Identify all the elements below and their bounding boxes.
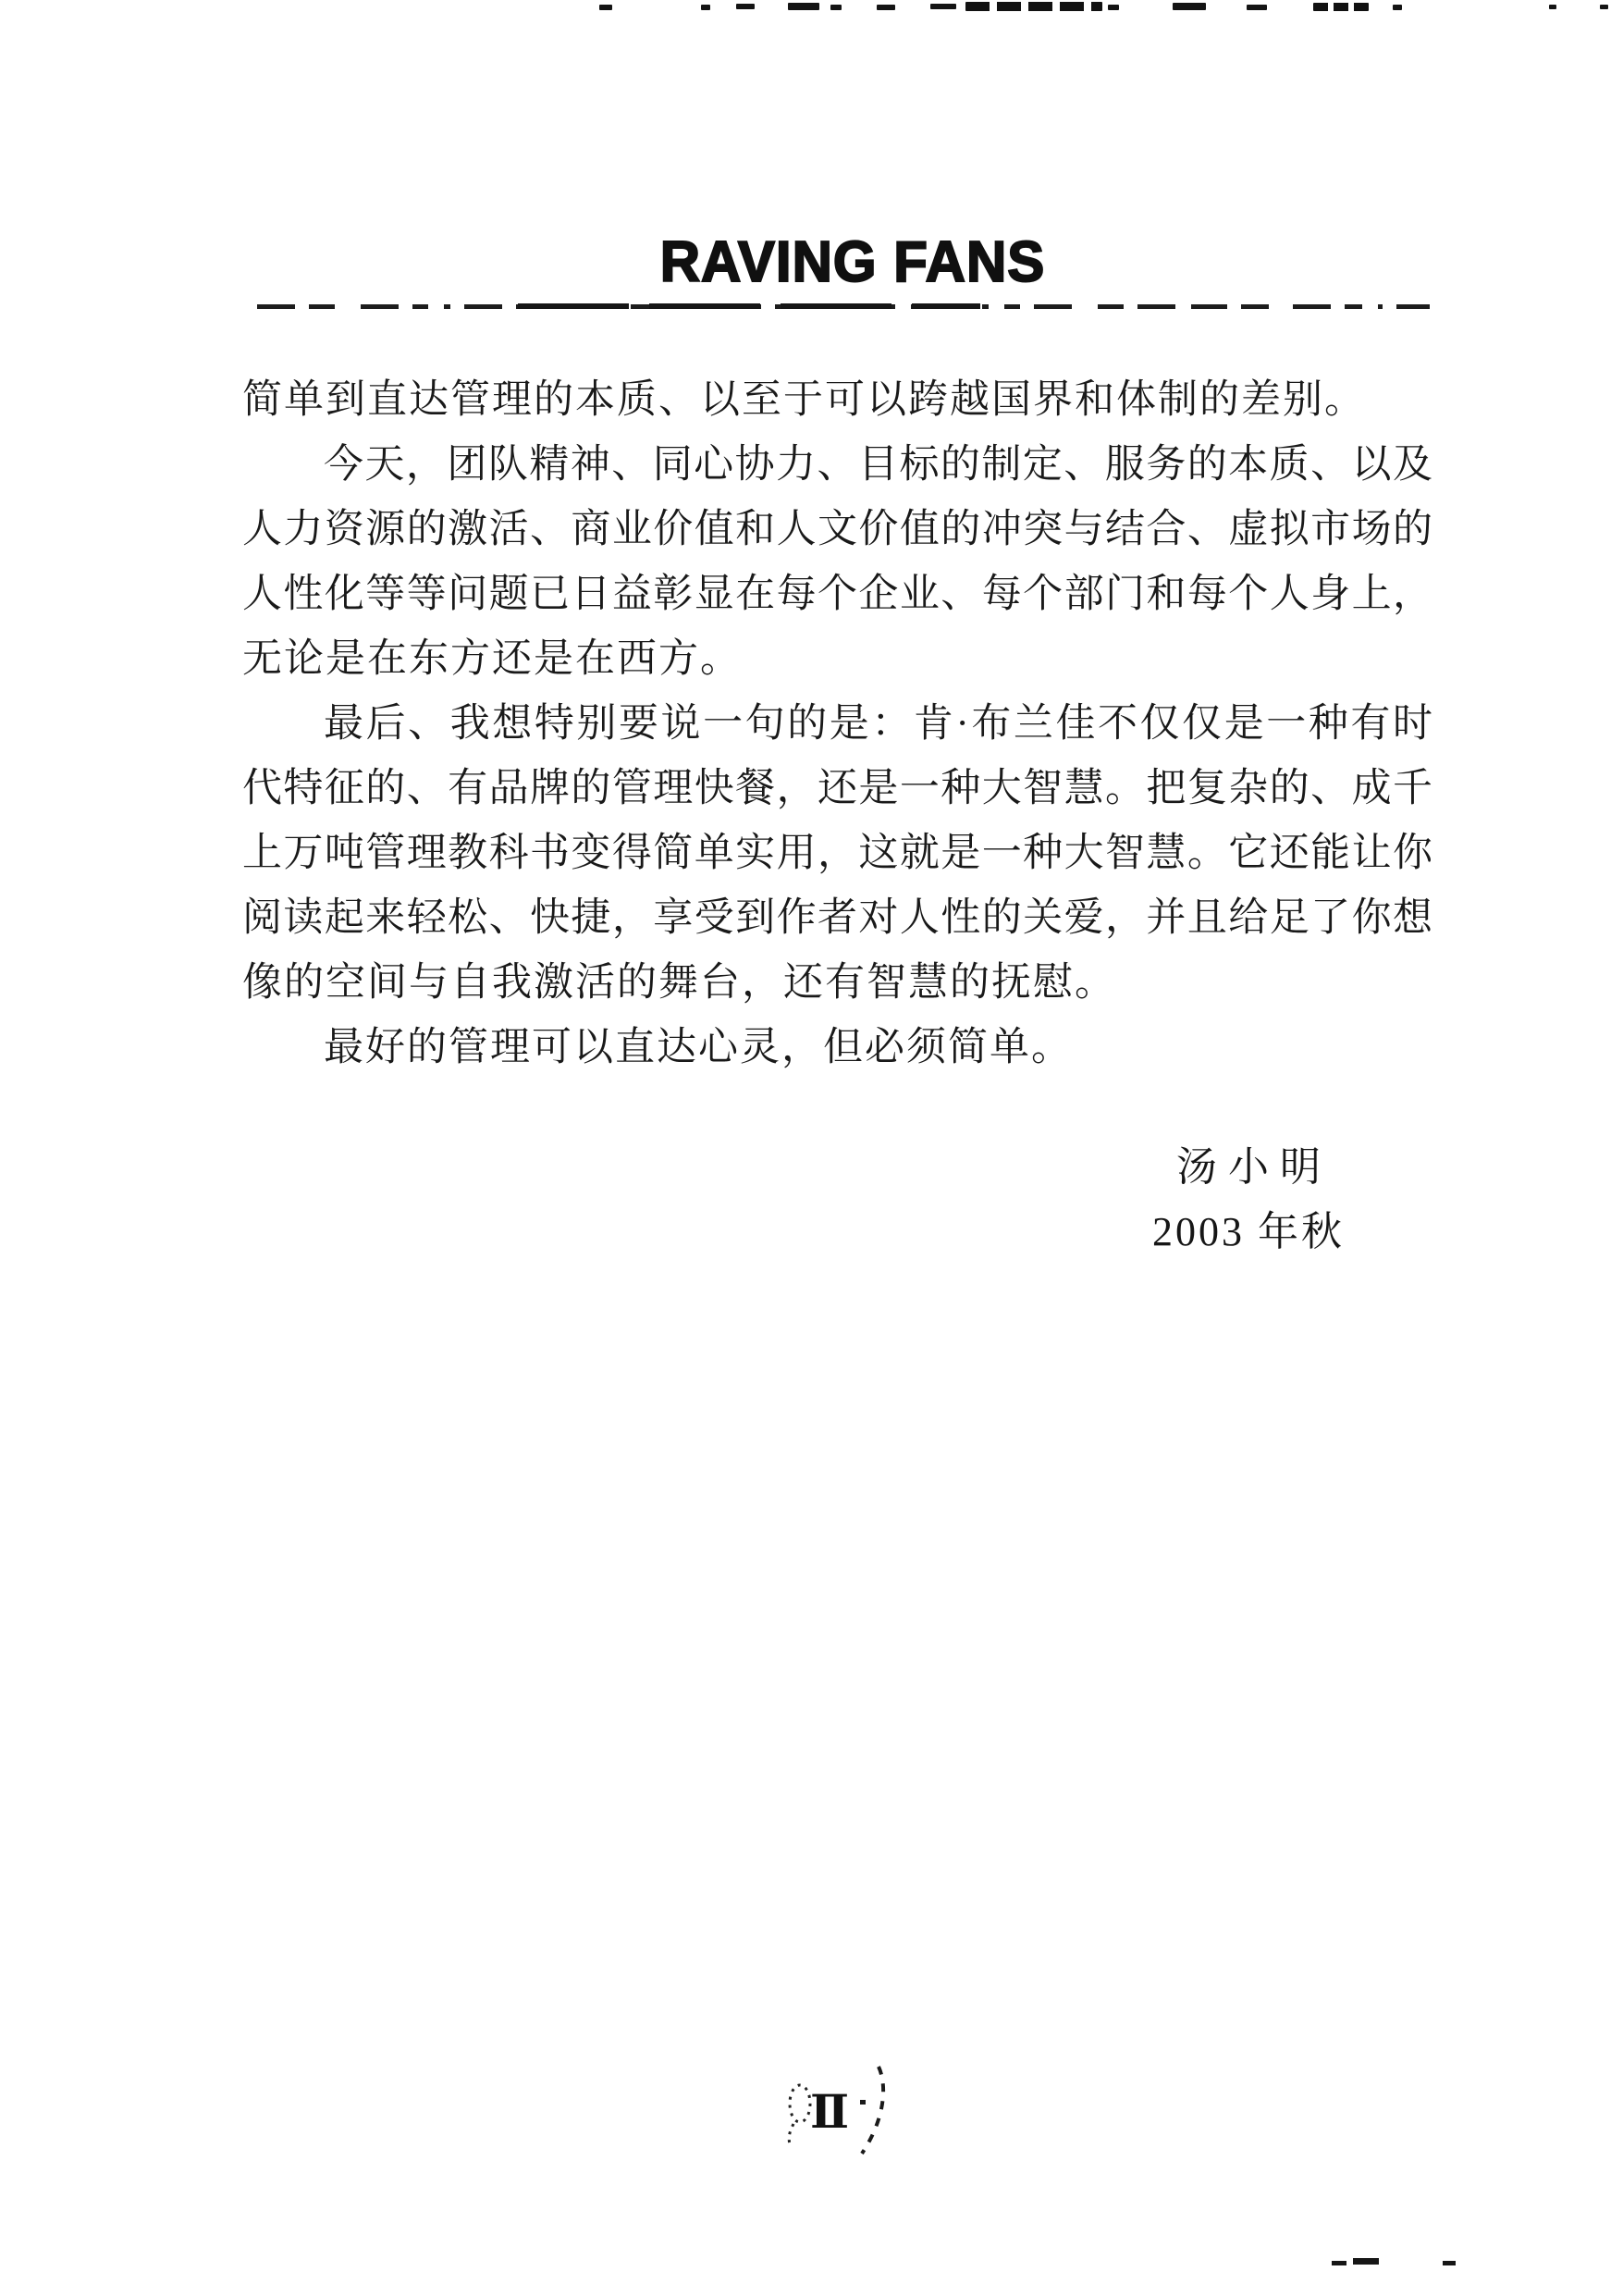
signature-block [1147,1135,1350,1265]
text-line: 代特征的、有品牌的管理快餐，还是一种大智慧。把复杂的、成千 [242,767,1433,810]
text-line: 简单到直达管理的本质、以至于可以跨越国界和体制的差别。 [242,378,1366,422]
preface-body-text [242,368,1433,1080]
text-line: 最好的管理可以直达心灵，但必须简单。 [324,1026,1073,1069]
text-line: 今天，团队精神、同心协力、目标的制定、服务的本质、以及 [324,443,1433,487]
text-line: 阅读起来轻松、快捷，享受到作者对人性的关爱，并且给足了你想 [242,896,1433,940]
text-line: 人性化等等问题已日益彰显在每个企业、每个部门和每个人身上， [242,573,1433,616]
text-line: 无论是在东方还是在西方。 [242,637,742,681]
page-title: RAVING FANS [659,228,1046,294]
signature-date: 2003 年秋 [1152,1209,1345,1254]
signature-name: 汤小明 [1176,1144,1332,1190]
scan-artifact-right-of-pagenum [858,2065,890,2157]
text-line: 上万吨管理教科书变得简单实用，这就是一种大智慧。它还能让你 [242,832,1433,875]
page-number: Ⅱ [810,2086,850,2138]
text-line: 像的空间与自我激活的舞台，还有智慧的抚慰。 [242,961,1116,1005]
text-line: 人力资源的激活、商业价值和人文价值的冲突与结合、虚拟市场的 [242,508,1433,551]
text-line: 最后、我想特别要说一句的是：肯·布兰佳不仅仅是一种有时 [324,702,1433,746]
title-underline-heavy-segment [518,303,980,309]
